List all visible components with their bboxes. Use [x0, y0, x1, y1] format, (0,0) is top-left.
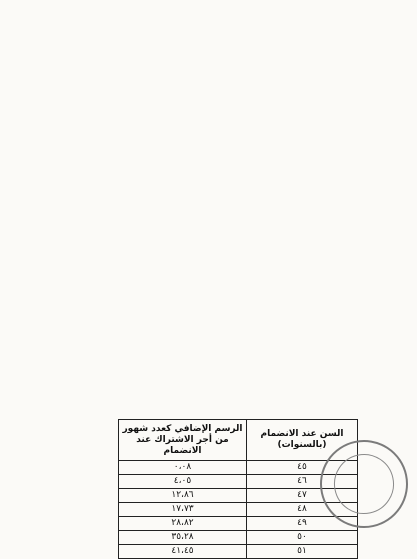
table-row — [119, 517, 358, 531]
table-row — [119, 531, 358, 545]
table-row — [119, 545, 358, 559]
age-cell: ٤٨ — [247, 503, 358, 517]
fee-cell: ١٢،٨٦ — [119, 489, 247, 503]
fee-cell: ٣٥،٢٨ — [119, 531, 247, 545]
age-cell: ٥٠ — [247, 531, 358, 545]
header-age: السن عند الانضمام (بالسنوات) — [247, 420, 358, 461]
seal-inner-ring — [328, 448, 399, 519]
header-fee: الرسم الإضافي كعدد شهور من أجر الاشتراك عند الانضمام — [119, 420, 247, 461]
age-cell: ٤٩ — [247, 517, 358, 531]
table-row — [119, 503, 358, 517]
age-cell: ٤٧ — [247, 489, 358, 503]
fee-cell: ١٧،٧٣ — [119, 503, 247, 517]
fee-cell: ٢٨،٨٢ — [119, 517, 247, 531]
age-cell: ٤٦ — [247, 475, 358, 489]
age-cell: ٥١ — [247, 545, 358, 559]
fee-cell: ٤١،٤٥ — [119, 545, 247, 559]
decree-header — [60, 14, 360, 18]
fee-cell: ٤،٠٥ — [119, 475, 247, 489]
age-cell: ٤٥ — [247, 461, 358, 475]
fee-cell: ٠،٠٨ — [119, 461, 247, 475]
